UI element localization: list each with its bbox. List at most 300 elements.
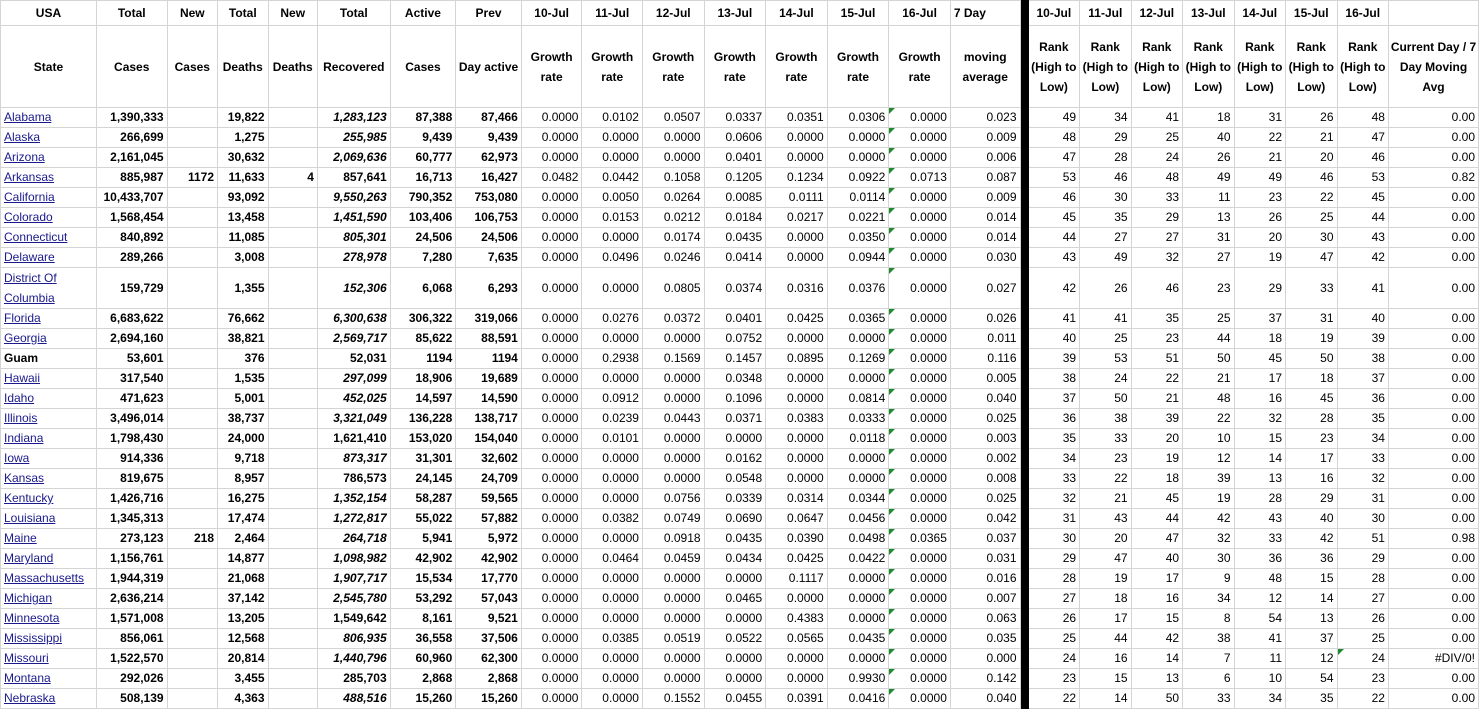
growth-rate-cell[interactable]: 0.0000 — [642, 449, 704, 469]
growth-rate-cell[interactable]: 0.0000 — [521, 589, 582, 609]
state-name-link[interactable]: Alaska — [1, 128, 97, 148]
new-deaths-cell[interactable] — [268, 188, 317, 208]
prev-active-cell[interactable]: 32,602 — [456, 449, 522, 469]
recovered-cell[interactable]: 9,550,263 — [317, 188, 390, 208]
rank-cell[interactable]: 35 — [1080, 208, 1131, 228]
rank-cell[interactable]: 41 — [1080, 309, 1131, 329]
growth-rate-cell[interactable]: 0.0000 — [521, 569, 582, 589]
new-cases-cell[interactable] — [167, 128, 217, 148]
recovered-cell[interactable]: 285,703 — [317, 669, 390, 689]
rank-cell[interactable]: 29 — [1131, 208, 1182, 228]
moving-average-cell[interactable]: 0.023 — [950, 108, 1020, 128]
rank-cell[interactable]: 26 — [1234, 208, 1285, 228]
growth-rate-cell[interactable]: 0.0000 — [889, 489, 951, 509]
rank-cell[interactable]: 18 — [1286, 369, 1337, 389]
header_top-cell[interactable]: Total — [218, 1, 268, 26]
growth-rate-cell[interactable]: 0.0690 — [704, 509, 766, 529]
growth-rate-cell[interactable]: 0.0464 — [582, 549, 643, 569]
rank-cell[interactable]: 19 — [1131, 449, 1182, 469]
total-cases-cell[interactable]: 914,336 — [96, 449, 167, 469]
rank-cell[interactable]: 47 — [1080, 549, 1131, 569]
growth-rate-cell[interactable]: 0.0050 — [582, 188, 643, 208]
growth-rate-cell[interactable]: 0.0000 — [889, 369, 951, 389]
rank-cell[interactable]: 6 — [1183, 669, 1234, 689]
growth-rate-cell[interactable]: 0.0390 — [766, 529, 828, 549]
prev-active-cell[interactable]: 753,080 — [456, 188, 522, 208]
header_sub-cell[interactable]: moving average — [950, 26, 1020, 108]
rank-cell[interactable]: 45 — [1337, 188, 1388, 208]
new-deaths-cell[interactable] — [268, 369, 317, 389]
active-cases-cell[interactable]: 1194 — [390, 349, 456, 369]
recovered-cell[interactable]: 873,317 — [317, 449, 390, 469]
new-deaths-cell[interactable] — [268, 148, 317, 168]
rank-cell[interactable]: 36 — [1286, 549, 1337, 569]
prev-active-cell[interactable]: 87,466 — [456, 108, 522, 128]
growth-rate-cell[interactable]: 0.0000 — [889, 349, 951, 369]
total-deaths-cell[interactable]: 3,008 — [218, 248, 268, 268]
rank-cell[interactable]: 30 — [1028, 529, 1079, 549]
header_top-cell[interactable]: 15-Jul — [1286, 1, 1337, 26]
total-cases-cell[interactable]: 508,139 — [96, 689, 167, 709]
growth-rate-cell[interactable]: 0.0000 — [582, 489, 643, 509]
growth-rate-cell[interactable]: 0.0507 — [642, 108, 704, 128]
new-cases-cell[interactable]: 1172 — [167, 168, 217, 188]
growth-rate-cell[interactable]: 0.0000 — [766, 329, 828, 349]
rank-cell[interactable]: 30 — [1337, 509, 1388, 529]
rank-cell[interactable]: 16 — [1286, 469, 1337, 489]
active-cases-cell[interactable]: 85,622 — [390, 329, 456, 349]
prev-active-cell[interactable]: 59,565 — [456, 489, 522, 509]
total-cases-cell[interactable]: 317,540 — [96, 369, 167, 389]
rank-cell[interactable]: 34 — [1234, 689, 1285, 709]
total-cases-cell[interactable]: 1,568,454 — [96, 208, 167, 228]
growth-rate-cell[interactable]: 0.0000 — [766, 248, 828, 268]
active-cases-cell[interactable]: 2,868 — [390, 669, 456, 689]
moving-average-cell[interactable]: 0.142 — [950, 669, 1020, 689]
rank-cell[interactable]: 22 — [1337, 689, 1388, 709]
header_sub-cell[interactable]: Growth rate — [642, 26, 704, 108]
growth-rate-cell[interactable]: 0.1552 — [642, 689, 704, 709]
active-cases-cell[interactable]: 58,287 — [390, 489, 456, 509]
growth-rate-cell[interactable]: 0.0000 — [889, 108, 951, 128]
prev-active-cell[interactable]: 57,882 — [456, 509, 522, 529]
rank-cell[interactable]: 41 — [1234, 629, 1285, 649]
growth-rate-cell[interactable]: 0.0000 — [704, 569, 766, 589]
active-cases-cell[interactable]: 153,020 — [390, 429, 456, 449]
rank-cell[interactable]: 9 — [1183, 569, 1234, 589]
rank-cell[interactable]: 23 — [1080, 449, 1131, 469]
rank-cell[interactable]: 36 — [1337, 389, 1388, 409]
growth-rate-cell[interactable]: 0.0000 — [642, 389, 704, 409]
rank-cell[interactable]: 21 — [1234, 148, 1285, 168]
rank-cell[interactable]: 19 — [1183, 489, 1234, 509]
rank-cell[interactable]: 14 — [1286, 589, 1337, 609]
header_sub-cell[interactable]: Cases — [96, 26, 167, 108]
current-day-ratio-cell[interactable]: 0.00 — [1388, 148, 1478, 168]
rank-cell[interactable]: 38 — [1337, 349, 1388, 369]
header_top-cell[interactable]: New — [268, 1, 317, 26]
growth-rate-cell[interactable]: 0.0000 — [521, 529, 582, 549]
rank-cell[interactable]: 38 — [1183, 629, 1234, 649]
rank-cell[interactable]: 48 — [1337, 108, 1388, 128]
rank-cell[interactable]: 50 — [1080, 389, 1131, 409]
growth-rate-cell[interactable]: 0.0376 — [827, 268, 889, 309]
prev-active-cell[interactable]: 42,902 — [456, 549, 522, 569]
new-deaths-cell[interactable] — [268, 689, 317, 709]
total-cases-cell[interactable]: 819,675 — [96, 469, 167, 489]
rank-cell[interactable]: 13 — [1131, 669, 1182, 689]
new-cases-cell[interactable] — [167, 649, 217, 669]
rank-cell[interactable]: 33 — [1080, 429, 1131, 449]
rank-cell[interactable]: 41 — [1028, 309, 1079, 329]
rank-cell[interactable]: 29 — [1234, 268, 1285, 309]
recovered-cell[interactable]: 1,272,817 — [317, 509, 390, 529]
rank-cell[interactable]: 25 — [1080, 329, 1131, 349]
new-cases-cell[interactable] — [167, 469, 217, 489]
new-deaths-cell[interactable] — [268, 248, 317, 268]
rank-cell[interactable]: 35 — [1286, 689, 1337, 709]
growth-rate-cell[interactable]: 0.0000 — [642, 469, 704, 489]
rank-cell[interactable]: 51 — [1131, 349, 1182, 369]
moving-average-cell[interactable]: 0.014 — [950, 208, 1020, 228]
active-cases-cell[interactable]: 42,902 — [390, 549, 456, 569]
rank-cell[interactable]: 33 — [1131, 188, 1182, 208]
rank-cell[interactable]: 39 — [1183, 469, 1234, 489]
growth-rate-cell[interactable]: 0.0276 — [582, 309, 643, 329]
moving-average-cell[interactable]: 0.025 — [950, 489, 1020, 509]
rank-cell[interactable]: 15 — [1131, 609, 1182, 629]
growth-rate-cell[interactable]: 0.0000 — [642, 589, 704, 609]
current-day-ratio-cell[interactable]: 0.00 — [1388, 208, 1478, 228]
growth-rate-cell[interactable]: 0.9930 — [827, 669, 889, 689]
moving-average-cell[interactable]: 0.116 — [950, 349, 1020, 369]
header_top-cell[interactable]: 15-Jul — [827, 1, 889, 26]
growth-rate-cell[interactable]: 0.0383 — [766, 409, 828, 429]
rank-cell[interactable]: 28 — [1028, 569, 1079, 589]
new-cases-cell[interactable] — [167, 689, 217, 709]
total-cases-cell[interactable]: 1,345,313 — [96, 509, 167, 529]
growth-rate-cell[interactable]: 0.0000 — [642, 649, 704, 669]
current-day-ratio-cell[interactable]: 0.00 — [1388, 549, 1478, 569]
rank-cell[interactable]: 10 — [1183, 429, 1234, 449]
growth-rate-cell[interactable]: 0.0118 — [827, 429, 889, 449]
growth-rate-cell[interactable]: 0.0085 — [704, 188, 766, 208]
recovered-cell[interactable]: 1,352,154 — [317, 489, 390, 509]
growth-rate-cell[interactable]: 0.0000 — [704, 609, 766, 629]
rank-cell[interactable]: 48 — [1131, 168, 1182, 188]
current-day-ratio-cell[interactable]: 0.00 — [1388, 188, 1478, 208]
header_sub-cell[interactable]: Rank (High to Low) — [1286, 26, 1337, 108]
growth-rate-cell[interactable]: 0.0000 — [766, 148, 828, 168]
rank-cell[interactable]: 18 — [1234, 329, 1285, 349]
growth-rate-cell[interactable]: 0.0000 — [889, 649, 951, 669]
active-cases-cell[interactable]: 36,558 — [390, 629, 456, 649]
total-deaths-cell[interactable]: 5,001 — [218, 389, 268, 409]
growth-rate-cell[interactable]: 0.0000 — [827, 569, 889, 589]
total-deaths-cell[interactable]: 20,814 — [218, 649, 268, 669]
rank-cell[interactable]: 39 — [1337, 329, 1388, 349]
rank-cell[interactable]: 54 — [1234, 609, 1285, 629]
header_sub-cell[interactable]: Rank (High to Low) — [1131, 26, 1182, 108]
growth-rate-cell[interactable]: 0.0314 — [766, 489, 828, 509]
growth-rate-cell[interactable]: 0.0000 — [827, 369, 889, 389]
total-cases-cell[interactable]: 1,156,761 — [96, 549, 167, 569]
header_top-cell[interactable]: 12-Jul — [642, 1, 704, 26]
total-cases-cell[interactable]: 273,123 — [96, 529, 167, 549]
total-deaths-cell[interactable]: 24,000 — [218, 429, 268, 449]
new-cases-cell[interactable] — [167, 369, 217, 389]
growth-rate-cell[interactable]: 0.0371 — [704, 409, 766, 429]
growth-rate-cell[interactable]: 0.0000 — [582, 268, 643, 309]
header_sub-cell[interactable]: State — [1, 26, 97, 108]
rank-cell[interactable]: 47 — [1028, 148, 1079, 168]
rank-cell[interactable]: 40 — [1286, 509, 1337, 529]
rank-cell[interactable]: 45 — [1028, 208, 1079, 228]
rank-cell[interactable]: 35 — [1337, 409, 1388, 429]
total-deaths-cell[interactable]: 16,275 — [218, 489, 268, 509]
total-deaths-cell[interactable]: 14,877 — [218, 549, 268, 569]
current-day-ratio-cell[interactable]: 0.00 — [1388, 409, 1478, 429]
growth-rate-cell[interactable]: 0.0805 — [642, 268, 704, 309]
rank-cell[interactable]: 18 — [1131, 469, 1182, 489]
new-cases-cell[interactable] — [167, 108, 217, 128]
rank-cell[interactable]: 15 — [1080, 669, 1131, 689]
rank-cell[interactable]: 53 — [1337, 168, 1388, 188]
recovered-cell[interactable]: 1,451,590 — [317, 208, 390, 228]
state-name-link[interactable]: Colorado — [1, 208, 97, 228]
recovered-cell[interactable]: 52,031 — [317, 349, 390, 369]
active-cases-cell[interactable]: 24,506 — [390, 228, 456, 248]
prev-active-cell[interactable]: 37,506 — [456, 629, 522, 649]
growth-rate-cell[interactable]: 0.0000 — [582, 329, 643, 349]
growth-rate-cell[interactable]: 0.0000 — [766, 469, 828, 489]
growth-rate-cell[interactable]: 0.0000 — [521, 128, 582, 148]
current-day-ratio-cell[interactable]: 0.00 — [1388, 629, 1478, 649]
rank-cell[interactable]: 46 — [1131, 268, 1182, 309]
rank-cell[interactable]: 12 — [1286, 649, 1337, 669]
state-name-link[interactable]: Massachusetts — [1, 569, 97, 589]
growth-rate-cell[interactable]: 0.0000 — [889, 188, 951, 208]
recovered-cell[interactable]: 255,985 — [317, 128, 390, 148]
rank-cell[interactable]: 31 — [1337, 489, 1388, 509]
recovered-cell[interactable]: 2,569,717 — [317, 329, 390, 349]
prev-active-cell[interactable]: 5,972 — [456, 529, 522, 549]
growth-rate-cell[interactable]: 0.0000 — [582, 689, 643, 709]
active-cases-cell[interactable]: 53,292 — [390, 589, 456, 609]
rank-cell[interactable]: 29 — [1337, 549, 1388, 569]
growth-rate-cell[interactable]: 0.0000 — [582, 569, 643, 589]
rank-cell[interactable]: 27 — [1131, 228, 1182, 248]
prev-active-cell[interactable]: 138,717 — [456, 409, 522, 429]
total-cases-cell[interactable]: 856,061 — [96, 629, 167, 649]
recovered-cell[interactable]: 857,641 — [317, 168, 390, 188]
growth-rate-cell[interactable]: 0.0372 — [642, 309, 704, 329]
header_sub-cell[interactable]: Cases — [167, 26, 217, 108]
growth-rate-cell[interactable]: 0.0153 — [582, 208, 643, 228]
growth-rate-cell[interactable]: 0.0752 — [704, 329, 766, 349]
growth-rate-cell[interactable]: 0.1205 — [704, 168, 766, 188]
recovered-cell[interactable]: 6,300,638 — [317, 309, 390, 329]
total-deaths-cell[interactable]: 376 — [218, 349, 268, 369]
rank-cell[interactable]: 44 — [1131, 509, 1182, 529]
active-cases-cell[interactable]: 60,777 — [390, 148, 456, 168]
growth-rate-cell[interactable]: 0.0350 — [827, 228, 889, 248]
state-name-link[interactable]: Montana — [1, 669, 97, 689]
rank-cell[interactable]: 44 — [1337, 208, 1388, 228]
growth-rate-cell[interactable]: 0.0000 — [704, 669, 766, 689]
moving-average-cell[interactable]: 0.025 — [950, 409, 1020, 429]
recovered-cell[interactable]: 297,099 — [317, 369, 390, 389]
total-cases-cell[interactable]: 2,694,160 — [96, 329, 167, 349]
prev-active-cell[interactable]: 15,260 — [456, 689, 522, 709]
growth-rate-cell[interactable]: 0.0365 — [827, 309, 889, 329]
growth-rate-cell[interactable]: 0.0425 — [766, 549, 828, 569]
growth-rate-cell[interactable]: 0.0162 — [704, 449, 766, 469]
header_sub-cell[interactable]: Growth rate — [827, 26, 889, 108]
new-cases-cell[interactable] — [167, 569, 217, 589]
growth-rate-cell[interactable]: 0.0000 — [521, 208, 582, 228]
new-deaths-cell[interactable] — [268, 529, 317, 549]
growth-rate-cell[interactable]: 0.0422 — [827, 549, 889, 569]
header_top-cell[interactable]: 16-Jul — [1337, 1, 1388, 26]
growth-rate-cell[interactable]: 0.1569 — [642, 349, 704, 369]
header_top-cell[interactable]: 13-Jul — [704, 1, 766, 26]
growth-rate-cell[interactable]: 0.0606 — [704, 128, 766, 148]
total-cases-cell[interactable]: 1,798,430 — [96, 429, 167, 449]
new-cases-cell[interactable] — [167, 449, 217, 469]
moving-average-cell[interactable]: 0.063 — [950, 609, 1020, 629]
rank-cell[interactable]: 29 — [1286, 489, 1337, 509]
growth-rate-cell[interactable]: 0.0000 — [521, 389, 582, 409]
rank-cell[interactable]: 10 — [1234, 669, 1285, 689]
total-deaths-cell[interactable]: 11,085 — [218, 228, 268, 248]
rank-cell[interactable]: 27 — [1337, 589, 1388, 609]
rank-cell[interactable]: 15 — [1286, 569, 1337, 589]
total-deaths-cell[interactable]: 38,737 — [218, 409, 268, 429]
rank-cell[interactable]: 47 — [1337, 128, 1388, 148]
header_sub-cell[interactable]: Rank (High to Low) — [1337, 26, 1388, 108]
total-deaths-cell[interactable]: 93,092 — [218, 188, 268, 208]
growth-rate-cell[interactable]: 0.0000 — [521, 108, 582, 128]
active-cases-cell[interactable]: 14,597 — [390, 389, 456, 409]
active-cases-cell[interactable]: 16,713 — [390, 168, 456, 188]
growth-rate-cell[interactable]: 0.0000 — [582, 449, 643, 469]
growth-rate-cell[interactable]: 0.1058 — [642, 168, 704, 188]
header_top-cell[interactable]: 16-Jul — [889, 1, 951, 26]
rank-cell[interactable]: 42 — [1286, 529, 1337, 549]
growth-rate-cell[interactable]: 0.0365 — [889, 529, 951, 549]
growth-rate-cell[interactable]: 0.0522 — [704, 629, 766, 649]
rank-cell[interactable]: 18 — [1183, 108, 1234, 128]
active-cases-cell[interactable]: 5,941 — [390, 529, 456, 549]
header_sub-cell[interactable]: Deaths — [218, 26, 268, 108]
total-deaths-cell[interactable]: 1,275 — [218, 128, 268, 148]
header_sub-cell[interactable]: Current Day / 7 Day Moving Avg — [1388, 26, 1478, 108]
rank-cell[interactable]: 42 — [1028, 268, 1079, 309]
rank-cell[interactable]: 49 — [1028, 108, 1079, 128]
growth-rate-cell[interactable]: 0.0000 — [521, 449, 582, 469]
rank-cell[interactable]: 35 — [1131, 309, 1182, 329]
growth-rate-cell[interactable]: 0.0895 — [766, 349, 828, 369]
prev-active-cell[interactable]: 24,506 — [456, 228, 522, 248]
moving-average-cell[interactable]: 0.002 — [950, 449, 1020, 469]
growth-rate-cell[interactable]: 0.1117 — [766, 569, 828, 589]
rank-cell[interactable]: 32 — [1131, 248, 1182, 268]
header_top-cell[interactable]: New — [167, 1, 217, 26]
growth-rate-cell[interactable]: 0.0000 — [827, 128, 889, 148]
rank-cell[interactable]: 37 — [1337, 369, 1388, 389]
new-deaths-cell[interactable] — [268, 509, 317, 529]
active-cases-cell[interactable]: 55,022 — [390, 509, 456, 529]
header_top-cell[interactable] — [1388, 1, 1478, 26]
growth-rate-cell[interactable]: 0.0519 — [642, 629, 704, 649]
growth-rate-cell[interactable]: 0.0918 — [642, 529, 704, 549]
growth-rate-cell[interactable]: 0.0000 — [766, 369, 828, 389]
total-cases-cell[interactable]: 6,683,622 — [96, 309, 167, 329]
growth-rate-cell[interactable]: 0.0000 — [766, 228, 828, 248]
growth-rate-cell[interactable]: 0.0459 — [642, 549, 704, 569]
rank-cell[interactable]: 34 — [1337, 429, 1388, 449]
growth-rate-cell[interactable]: 0.0337 — [704, 108, 766, 128]
new-cases-cell[interactable]: 218 — [167, 529, 217, 549]
growth-rate-cell[interactable]: 0.0000 — [827, 329, 889, 349]
state-name-link[interactable]: Indiana — [1, 429, 97, 449]
header_sub-cell[interactable]: Rank (High to Low) — [1234, 26, 1285, 108]
growth-rate-cell[interactable]: 0.0434 — [704, 549, 766, 569]
rank-cell[interactable]: 40 — [1183, 128, 1234, 148]
current-day-ratio-cell[interactable]: 0.00 — [1388, 569, 1478, 589]
growth-rate-cell[interactable]: 0.0000 — [889, 429, 951, 449]
rank-cell[interactable]: 26 — [1183, 148, 1234, 168]
new-deaths-cell[interactable] — [268, 409, 317, 429]
growth-rate-cell[interactable]: 0.0000 — [582, 529, 643, 549]
rank-cell[interactable]: 7 — [1183, 649, 1234, 669]
state-name-link[interactable]: Illinois — [1, 409, 97, 429]
prev-active-cell[interactable]: 1194 — [456, 349, 522, 369]
rank-cell[interactable]: 36 — [1028, 409, 1079, 429]
rank-cell[interactable]: 25 — [1131, 128, 1182, 148]
current-day-ratio-cell[interactable]: 0.00 — [1388, 309, 1478, 329]
rank-cell[interactable]: 49 — [1080, 248, 1131, 268]
recovered-cell[interactable]: 152,306 — [317, 268, 390, 309]
rank-cell[interactable]: 44 — [1183, 329, 1234, 349]
rank-cell[interactable]: 11 — [1183, 188, 1234, 208]
rank-cell[interactable]: 16 — [1080, 649, 1131, 669]
moving-average-cell[interactable]: 0.008 — [950, 469, 1020, 489]
growth-rate-cell[interactable]: 0.0000 — [889, 148, 951, 168]
growth-rate-cell[interactable]: 0.4383 — [766, 609, 828, 629]
total-deaths-cell[interactable]: 3,455 — [218, 669, 268, 689]
new-deaths-cell[interactable]: 4 — [268, 168, 317, 188]
growth-rate-cell[interactable]: 0.0000 — [642, 148, 704, 168]
rank-cell[interactable]: 27 — [1028, 589, 1079, 609]
growth-rate-cell[interactable]: 0.0000 — [582, 589, 643, 609]
rank-cell[interactable]: 41 — [1131, 108, 1182, 128]
rank-cell[interactable]: 24 — [1337, 649, 1388, 669]
rank-cell[interactable]: 31 — [1286, 309, 1337, 329]
growth-rate-cell[interactable]: 0.0000 — [582, 228, 643, 248]
rank-cell[interactable]: 24 — [1028, 649, 1079, 669]
moving-average-cell[interactable]: 0.000 — [950, 649, 1020, 669]
growth-rate-cell[interactable]: 0.0000 — [521, 509, 582, 529]
total-cases-cell[interactable]: 1,390,333 — [96, 108, 167, 128]
new-cases-cell[interactable] — [167, 489, 217, 509]
growth-rate-cell[interactable]: 0.0000 — [889, 228, 951, 248]
prev-active-cell[interactable]: 154,040 — [456, 429, 522, 449]
growth-rate-cell[interactable]: 0.0000 — [582, 669, 643, 689]
growth-rate-cell[interactable]: 0.0000 — [889, 509, 951, 529]
current-day-ratio-cell[interactable]: 0.00 — [1388, 369, 1478, 389]
